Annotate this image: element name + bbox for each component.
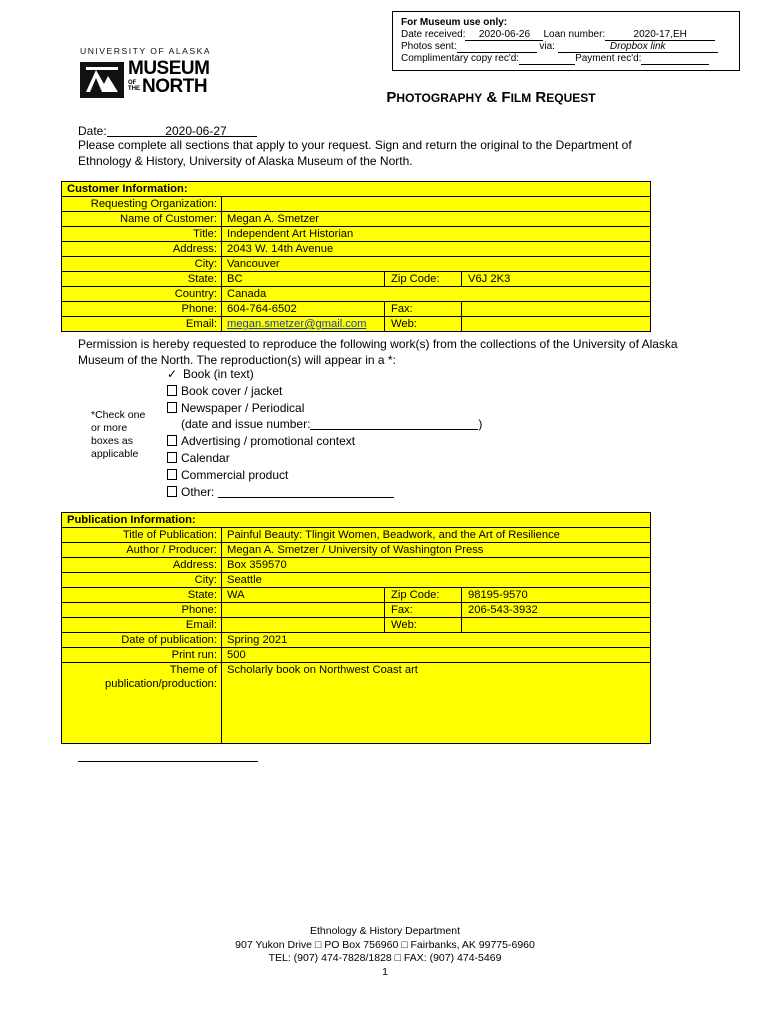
customer-title-field[interactable]: Independent Art Historian xyxy=(227,228,354,240)
logo-museum-text: MUSEUM xyxy=(128,58,210,79)
customer-web-field[interactable] xyxy=(462,317,650,331)
table-row: Requesting Organization: xyxy=(62,197,650,212)
option-book-cover[interactable]: Book cover / jacket xyxy=(167,383,482,400)
check-note: *Check one or more boxes as applicable xyxy=(91,409,146,460)
table-row: State: BC Zip Code: V6J 2K3 xyxy=(62,272,650,287)
comp-copy-label: Complimentary copy rec'd: xyxy=(401,53,520,64)
customer-phone-field[interactable]: 604-764-6502 xyxy=(222,302,385,316)
footer-department: Ethnology & History Department xyxy=(310,925,460,937)
table-row: Name of Customer: Megan A. Smetzer xyxy=(62,212,650,227)
logo-of-the-text: OF THE xyxy=(128,80,140,92)
table-row: Theme of publication/production: Scholarly book on Northwest Coast art xyxy=(62,663,650,743)
logo-university-text: UNIVERSITY OF ALASKA xyxy=(80,46,212,56)
signature-line[interactable] xyxy=(78,761,258,762)
pub-fax-field[interactable]: 206-543-3932 xyxy=(468,604,538,616)
customer-email-link[interactable]: megan.smetzer@gmail.com xyxy=(222,317,385,331)
option-other[interactable]: Other: xyxy=(167,484,482,501)
table-row: Title of Publication: Painful Beauty: Tlingit Women, Beadwork, and the Art of Resilience xyxy=(62,528,650,543)
loan-number-field[interactable]: 2020-17,EH xyxy=(605,29,715,41)
pub-date-field[interactable]: Spring 2021 xyxy=(227,634,288,646)
table-row: Email: megan.smetzer@gmail.com Web: xyxy=(62,317,650,331)
checkbox-icon[interactable] xyxy=(167,402,177,413)
pub-email-field[interactable] xyxy=(222,618,385,632)
checkbox-icon[interactable] xyxy=(167,486,177,497)
usage-options xyxy=(167,366,482,500)
payment-field[interactable] xyxy=(641,53,709,65)
footer-address: 907 Yukon Drive □ PO Box 756960 □ Fairbanks, AK 99775-6960 xyxy=(235,938,535,951)
customer-info-header: Customer Information: xyxy=(62,182,650,197)
comp-copy-field[interactable] xyxy=(519,53,575,65)
museum-use-box xyxy=(392,11,740,71)
document-title: PHOTOGRAPHY & FILM REQUEST xyxy=(386,89,596,106)
table-row: Title: Independent Art Historian xyxy=(62,227,650,242)
pub-city-field[interactable]: Seattle xyxy=(227,574,262,586)
other-field[interactable] xyxy=(218,484,394,498)
table-row: Phone: Fax: 206-543-3932 xyxy=(62,603,650,618)
checkbox-icon[interactable] xyxy=(167,452,177,463)
option-book-text[interactable]: ✓ Book (in text) xyxy=(167,367,254,381)
customer-information-table xyxy=(61,181,651,332)
date-issue-line: (date and issue number: ) xyxy=(181,417,483,432)
option-newspaper[interactable]: Newspaper / Periodical xyxy=(167,400,482,417)
table-row: Address: Box 359570 xyxy=(62,558,650,573)
checkbox-icon[interactable] xyxy=(167,385,177,396)
option-commercial[interactable]: Commercial product xyxy=(167,467,482,484)
checkmark-icon[interactable]: ✓ xyxy=(167,367,178,381)
pub-phone-field[interactable] xyxy=(222,603,385,617)
table-row: Email: Web: xyxy=(62,618,650,633)
customer-city-field[interactable]: Vancouver xyxy=(227,258,280,270)
via-field[interactable]: Dropbox link xyxy=(558,41,718,53)
via-label: via: xyxy=(539,41,555,52)
checkbox-icon[interactable] xyxy=(167,469,177,480)
footer-contact: TEL: (907) 474-7828/1828 □ FAX: (907) 474-5469 xyxy=(268,952,502,964)
pub-web-field[interactable] xyxy=(462,618,650,632)
table-row: City: Seattle xyxy=(62,573,650,588)
customer-state-field[interactable]: BC xyxy=(222,272,385,286)
pub-theme-field[interactable]: Scholarly book on Northwest Coast art xyxy=(227,664,418,676)
table-row: Country: Canada xyxy=(62,287,650,302)
customer-fax-field[interactable] xyxy=(462,302,650,316)
date-label: Date: xyxy=(78,124,107,138)
customer-country-field[interactable]: Canada xyxy=(227,288,267,300)
loan-number-label: Loan number: xyxy=(543,29,606,40)
publication-info-header: Publication Information: xyxy=(62,513,650,528)
customer-zip-field[interactable]: V6J 2K3 xyxy=(468,273,511,285)
page-footer xyxy=(0,925,770,979)
pub-address-field[interactable]: Box 359570 xyxy=(227,559,287,571)
table-row: City: Vancouver xyxy=(62,257,650,272)
customer-name-field[interactable]: Megan A. Smetzer xyxy=(227,213,320,225)
customer-address-field[interactable]: 2043 W. 14th Avenue xyxy=(227,243,334,255)
payment-label: Payment rec'd: xyxy=(575,53,642,64)
photos-sent-field[interactable] xyxy=(457,41,537,53)
option-calendar[interactable]: Calendar xyxy=(167,450,482,467)
table-row: State: WA Zip Code: 98195-9570 xyxy=(62,588,650,603)
pub-print-run-field[interactable]: 500 xyxy=(227,649,246,661)
publication-information-table xyxy=(61,512,651,744)
requesting-org-field[interactable] xyxy=(222,197,650,211)
pub-zip-field[interactable]: 98195-9570 xyxy=(468,589,528,601)
page-number: 1 xyxy=(382,965,388,978)
date-received-label: Date received: xyxy=(401,29,466,40)
logo-north-text: NORTH xyxy=(142,76,208,97)
date-issue-field[interactable] xyxy=(310,416,478,430)
table-row: Author / Producer: Megan A. Smetzer / University of Washington Press xyxy=(62,543,650,558)
date-received-field[interactable]: 2020-06-26 xyxy=(465,29,543,41)
table-row: Print run: 500 xyxy=(62,648,650,663)
table-row: Date of publication: Spring 2021 xyxy=(62,633,650,648)
option-advertising[interactable]: Advertising / promotional context xyxy=(167,433,482,450)
table-row: Address: 2043 W. 14th Avenue xyxy=(62,242,650,257)
photos-sent-label: Photos sent: xyxy=(401,41,457,52)
pub-title-field[interactable]: Painful Beauty: Tlingit Women, Beadwork, and the Art of Resilience xyxy=(227,529,560,541)
date-field[interactable]: 2020-06-27 xyxy=(107,123,257,137)
pub-state-field[interactable]: WA xyxy=(222,588,385,602)
museum-use-heading: For Museum use only: xyxy=(401,17,508,28)
pub-author-field[interactable]: Megan A. Smetzer / University of Washington Press xyxy=(227,544,484,556)
table-row: Phone: 604-764-6502 Fax: xyxy=(62,302,650,317)
intro-text: Please complete all sections that apply to your request. Sign and return the original to the Department of Ethnology & History, University of Alaska Museum of the North. xyxy=(78,138,632,168)
checkbox-icon[interactable] xyxy=(167,435,177,446)
permission-text: Permission is hereby requested to reproduce the following work(s) from the collections of the University of Alaska Museum of the North. The reproduction(s) will appear in a *: xyxy=(78,337,678,367)
